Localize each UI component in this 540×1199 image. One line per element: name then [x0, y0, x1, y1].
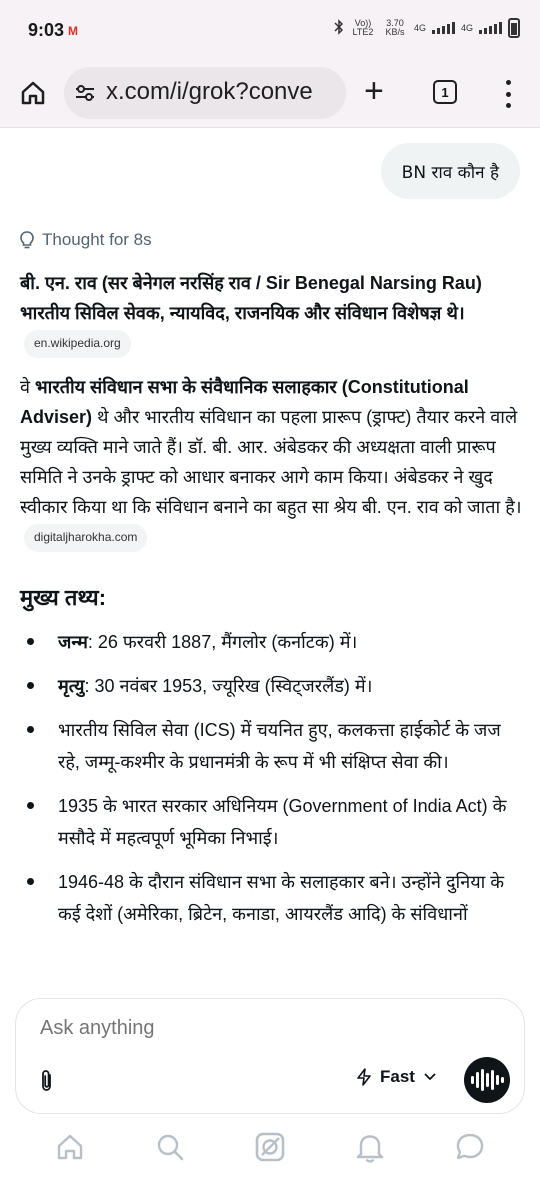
thought-toggle[interactable] — [18, 230, 152, 250]
nav-home[interactable] — [50, 1127, 90, 1167]
browser-toolbar — [0, 62, 540, 128]
fact-text: : 30 नवंबर 1953, ज्यूरिख (स्विट्जरलैंड) में। — [84, 676, 373, 696]
fact-text: : 26 फरवरी 1887, मैंगलोर (कर्नाटक) में। — [87, 632, 358, 652]
fact-text: 1935 के भारत सरकार अधिनियम (Government of India Act) के मसौदे में महत्वपूर्ण भूमिका निभाई। — [58, 796, 507, 848]
signal-icon — [432, 22, 455, 34]
mode-label: Fast — [380, 1067, 415, 1086]
tab-switcher-button[interactable]: 1 — [433, 80, 457, 104]
net1-label: 4G — [413, 23, 426, 33]
bottom-nav — [0, 1120, 540, 1174]
chevron-down-icon — [423, 1072, 437, 1082]
grok-icon — [254, 1131, 286, 1163]
lightning-icon — [356, 1068, 372, 1086]
intro-text: बी. एन. राव (सर बेनेगल नरसिंह राव / Sir Benegal Narsing Rau) भारतीय सिविल सेवक, न्यायविद, राजनयिक और संविधान विशेषज्ञ थे। — [20, 273, 482, 323]
status-bar — [0, 0, 540, 62]
source-chip[interactable]: en.wikipedia.org — [24, 330, 131, 358]
list-item — [20, 670, 522, 702]
search-icon — [155, 1132, 185, 1162]
facts-heading: मुख्य तथ्य: — [20, 585, 107, 610]
source-chip[interactable]: digitaljharokha.com — [24, 524, 147, 552]
gmail-icon: M — [68, 24, 78, 38]
grok-answer — [20, 268, 522, 942]
fact-text: भारतीय सिविल सेवा (ICS) में चयनित हुए, कलकत्ता हाईकोर्ट के जज रहे, जम्मू-कश्मीर के प्रधानमंत्री के रूप में भी संक्षिप्त सेवा की। — [58, 720, 501, 772]
url-text: x.com/i/grok?conve — [106, 78, 313, 105]
status-indicators — [334, 18, 520, 38]
network-speed: 3.70 KB/s — [385, 18, 405, 37]
facts-list — [20, 626, 522, 930]
gesture-area — [0, 1174, 540, 1199]
list-item — [20, 626, 522, 658]
home-icon — [54, 1131, 86, 1163]
intro-paragraph — [20, 268, 522, 358]
list-item — [20, 866, 522, 930]
fact-text: 1946-48 के दौरान संविधान सभा के सलाहकार बने। उन्होंने दुनिया के कई देशों (अमेरिका, ब्रिटेन, कनाडा, आयरलैंड आदि) के संविधानों — [58, 872, 505, 924]
browser-menu-button[interactable] — [500, 80, 516, 108]
mode-selector[interactable] — [356, 1067, 437, 1087]
signal-icon-2 — [479, 22, 502, 34]
new-tab-button[interactable]: + — [364, 72, 384, 110]
thought-label: Thought for 8s — [42, 230, 152, 249]
ask-input[interactable] — [40, 1017, 440, 1040]
nav-grok[interactable] — [250, 1127, 290, 1167]
status-time: 9:03 — [28, 20, 65, 40]
list-item — [20, 790, 522, 854]
message-icon — [454, 1131, 486, 1163]
p2-lead: वे — [20, 377, 36, 397]
body-paragraph — [20, 372, 522, 552]
p2-bold: भारतीय संविधान सभा के संवैधानिक सलाहकार (Constitutional Adviser) — [20, 377, 469, 427]
bell-icon — [355, 1131, 385, 1163]
net2-label: 4G — [460, 23, 473, 33]
voice-mode-button[interactable] — [464, 1057, 510, 1103]
nav-notifications[interactable] — [350, 1127, 390, 1167]
p2-body: थे और भारतीय संविधान का पहला प्रारूप (ड्राफ्ट) तैयार करने वाले मुख्य व्यक्ति माने जाते हैं। डॉ. बी. आर. अंबेडकर की अध्यक्षता वाली प्रारूप समिति ने उनके ड्राफ्ट को आधार बनाकर आगे काम किया। अंबेडकर ने खुद स्वीकार किया था कि संविधान बनाने का बहुत सा श्रेय बी. एन. राव को जाता है। — [20, 407, 522, 517]
list-item — [20, 714, 522, 778]
url-bar[interactable] — [64, 67, 346, 119]
lightbulb-icon — [18, 230, 36, 250]
browser-home-button[interactable] — [16, 76, 50, 110]
user-message-bubble: BN राव कौन है — [381, 143, 520, 199]
bluetooth-icon — [334, 19, 344, 37]
site-settings-icon — [74, 83, 96, 103]
volte-label: Vo)) LTE2 — [352, 18, 374, 37]
composer — [15, 998, 525, 1114]
fact-label: जन्म — [58, 632, 88, 652]
nav-messages[interactable] — [450, 1127, 490, 1167]
battery-icon — [508, 18, 520, 38]
attach-button[interactable] — [38, 1069, 56, 1097]
home-icon — [19, 79, 47, 107]
fact-label: मृत्यु — [58, 676, 85, 696]
paperclip-icon — [38, 1069, 56, 1093]
nav-search[interactable] — [150, 1127, 190, 1167]
